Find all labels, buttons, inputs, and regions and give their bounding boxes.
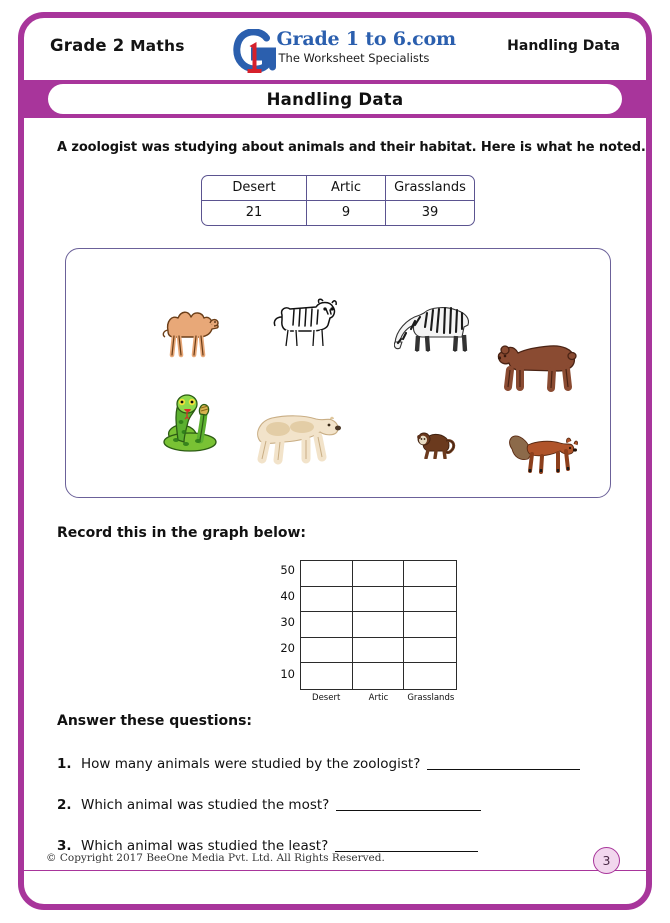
page-header <box>24 18 646 80</box>
question-text: How many animals were studied by the zoologist? <box>81 756 421 772</box>
question-item <box>57 754 580 772</box>
habitat-data-table <box>201 175 475 226</box>
title-band-pill <box>48 84 622 114</box>
answer-blank[interactable] <box>427 756 580 770</box>
answer-blank[interactable] <box>335 838 478 852</box>
site-logo <box>233 28 456 74</box>
graph-cell[interactable] <box>301 561 353 587</box>
question-number: 1. <box>57 756 72 772</box>
graph-cell[interactable] <box>301 663 353 689</box>
worksheet-page <box>18 12 652 910</box>
title-band <box>24 80 646 118</box>
logo-title: Grade 1 to 6.com <box>276 28 456 50</box>
intro-text: A zoologist was studying about animals and their habitat. Here is what he noted. <box>57 140 646 155</box>
table-value-cell: 39 <box>421 205 439 220</box>
x-tick-label: Artic <box>368 693 389 703</box>
graph-cell[interactable] <box>404 561 456 587</box>
monkey-image <box>416 427 458 459</box>
g1to6-logo-icon <box>233 29 279 73</box>
graph-y-axis-labels <box>258 560 295 690</box>
page-title: Handling Data <box>266 89 404 109</box>
rattlesnake-image <box>160 392 222 454</box>
footer-divider <box>24 870 646 871</box>
graph-cell[interactable] <box>404 587 456 613</box>
graph-cell[interactable] <box>301 587 353 613</box>
brown-bear-image <box>496 337 578 395</box>
header-topic: Handling Data <box>507 38 620 54</box>
record-instruction: Record this in the graph below: <box>57 525 307 541</box>
white-tiger-image <box>270 293 342 351</box>
copyright-text: © Copyright 2017 BeeOne Media Pvt. Ltd. All Rights Reserved. <box>46 852 385 864</box>
question-text: Which animal was studied the most? <box>81 797 330 813</box>
graph-cell[interactable] <box>301 638 353 664</box>
bar-graph-worksheet <box>258 548 488 708</box>
table-header-cell: Artic <box>307 176 386 201</box>
questions-heading: Answer these questions: <box>57 713 253 729</box>
graph-cell[interactable] <box>353 638 405 664</box>
logo-tagline: The Worksheet Specialists <box>278 51 430 65</box>
header-subject: Maths <box>130 37 185 55</box>
graph-cell[interactable] <box>301 612 353 638</box>
question-text: Which animal was studied the least? <box>81 838 329 854</box>
page-number-badge: 3 <box>593 847 620 874</box>
question-number: 3. <box>57 838 72 854</box>
question-item <box>57 795 481 813</box>
fox-image <box>508 431 580 475</box>
x-tick-label: Grasslands <box>407 693 455 703</box>
graph-cell[interactable] <box>353 612 405 638</box>
graph-x-axis-labels <box>300 693 457 703</box>
y-tick-label: 40 <box>280 589 295 603</box>
table-header-cell: Grasslands <box>386 176 474 201</box>
question-number: 2. <box>57 797 72 813</box>
graph-cell[interactable] <box>353 587 405 613</box>
y-tick-label: 10 <box>280 667 295 681</box>
table-header-cell: Desert <box>202 176 307 201</box>
graph-cell[interactable] <box>404 612 456 638</box>
answer-blank[interactable] <box>336 797 481 811</box>
table-value-cell: 21 <box>202 201 307 225</box>
graph-cell[interactable] <box>404 638 456 664</box>
animals-illustration-box <box>65 248 611 498</box>
x-tick-label: Desert <box>312 693 341 703</box>
graph-cell[interactable] <box>404 663 456 689</box>
y-tick-label: 50 <box>280 563 295 577</box>
table-row <box>202 201 474 225</box>
table-header-row <box>202 176 474 201</box>
table-value-cell: 9 <box>307 201 386 225</box>
header-grade-subject <box>50 36 185 55</box>
polar-bear-image <box>254 407 342 467</box>
header-grade: Grade 2 <box>50 36 125 55</box>
y-tick-label: 20 <box>280 641 295 655</box>
y-tick-label: 30 <box>280 615 295 629</box>
graph-grid[interactable] <box>300 560 457 690</box>
camel-image <box>154 297 224 361</box>
zebra-image <box>394 301 474 357</box>
graph-cell[interactable] <box>353 663 405 689</box>
graph-cell[interactable] <box>353 561 405 587</box>
